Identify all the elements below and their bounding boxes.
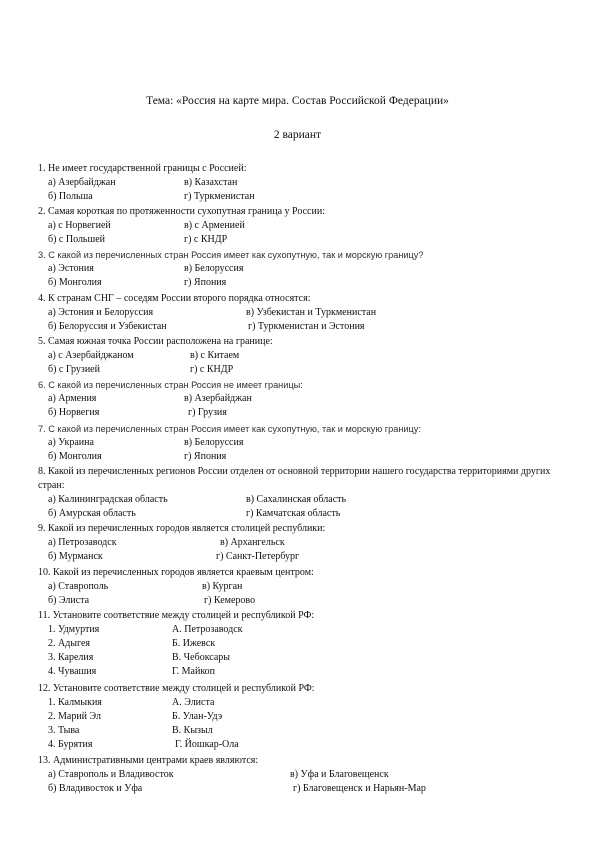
republic-item: 4. Чувашия — [48, 666, 97, 678]
republic-item: 2. Адыгея — [48, 638, 91, 650]
answer-option: г) Япония — [184, 277, 227, 289]
answer-option: б) Владивосток и Уфа — [48, 783, 143, 795]
capital-item: В. Кызыл — [172, 725, 213, 737]
answer-option: в) Узбекистан и Туркменистан — [246, 307, 377, 319]
question-5 — [38, 335, 575, 377]
capital-item: Б. Ижевск — [172, 638, 216, 650]
answer-option: а) Ставрополь и Владивосток — [48, 769, 174, 781]
republic-item: 2. Марий Эл — [48, 711, 101, 723]
answer-option: г) Туркменистан — [184, 191, 255, 203]
answer-row — [38, 406, 575, 420]
capital-item: А. Петрозаводск — [172, 624, 243, 636]
answer-option: в) Сахалинская область — [246, 494, 347, 506]
question-text: 4. К странам СНГ – соседям России второго порядка относятся: — [38, 293, 311, 304]
answer-row — [38, 349, 575, 363]
answer-row — [38, 580, 575, 594]
answer-row — [38, 276, 575, 290]
answer-option: а) с Азербайджаном — [48, 350, 134, 362]
question-7 — [38, 422, 575, 464]
question-text: 10. Какой из перечисленных городов является краевым центром: — [38, 567, 314, 578]
variant-label: 2 вариант — [273, 129, 322, 141]
answer-option: б) Мурманск — [48, 551, 103, 563]
answer-option: г) Грузия — [188, 407, 227, 419]
answer-option: г) Камчатская область — [246, 508, 341, 520]
capital-item: Г. Йошкар-Ола — [175, 739, 239, 751]
page-title: Тема: «Россия на карте мира. Состав Российской Федерации» — [146, 95, 449, 107]
answer-option: в) Белоруссия — [184, 437, 244, 449]
question-10 — [38, 566, 575, 608]
question-4 — [38, 292, 575, 334]
question-3 — [38, 248, 575, 290]
answer-option: г) Кемерово — [204, 595, 256, 607]
answer-option: б) Польша — [48, 191, 93, 203]
answer-row — [38, 392, 575, 406]
answer-option: а) Азербайджан — [48, 177, 116, 189]
answer-option: в) Казахстан — [184, 177, 238, 189]
question-11 — [38, 609, 575, 679]
answer-row — [38, 768, 575, 782]
answer-option: г) Санкт-Петербург — [216, 551, 300, 563]
answer-row — [38, 233, 575, 247]
answer-row — [38, 450, 575, 464]
question-text: 8. Какой из перечисленных регионов России отделен от основной территории нашего государства территориями других стран: — [38, 466, 551, 492]
question-text: 1. Не имеет государственной границы с Россией: — [38, 163, 247, 174]
answer-row — [38, 536, 575, 550]
answer-row — [38, 306, 575, 320]
match-row — [38, 696, 575, 710]
capital-item: Б. Улан-Удэ — [172, 711, 223, 723]
answer-row — [38, 176, 575, 190]
match-row — [38, 637, 575, 651]
question-1 — [38, 162, 575, 204]
answer-row — [38, 262, 575, 276]
answer-row — [38, 493, 575, 507]
answer-row — [38, 320, 575, 334]
answer-option: б) Белоруссия и Узбекистан — [48, 321, 167, 333]
answer-option: в) Белоруссия — [184, 263, 244, 275]
question-9 — [38, 522, 575, 564]
answer-option: в) Курган — [202, 581, 243, 593]
answer-option: а) Эстония и Белоруссия — [48, 307, 154, 319]
answer-option: в) Архангельск — [220, 537, 285, 549]
answer-row — [38, 507, 575, 521]
answer-option: б) Монголия — [48, 451, 102, 463]
answer-row — [38, 782, 575, 796]
answer-row — [38, 363, 575, 377]
question-12 — [38, 682, 575, 752]
republic-item: 1. Калмыкия — [48, 697, 102, 709]
republic-item: 3. Тыва — [48, 725, 80, 737]
match-row — [38, 651, 575, 665]
answer-row — [38, 219, 575, 233]
answer-option: г) Туркменистан и Эстония — [248, 321, 365, 333]
answer-option: а) Эстония — [48, 263, 94, 275]
match-row — [38, 665, 575, 679]
answer-option: б) Монголия — [48, 277, 102, 289]
question-2 — [38, 205, 575, 247]
answer-option: г) Благовещенск и Нарьян-Мар — [293, 783, 426, 795]
answer-option: б) Норвегия — [48, 407, 100, 419]
question-text: 9. Какой из перечисленных городов является столицей республики: — [38, 523, 326, 534]
answer-row — [38, 550, 575, 564]
answer-option: г) с КНДР — [190, 364, 234, 376]
republic-item: 3. Карелия — [48, 652, 94, 664]
question-text: 5. Самая южная точка России расположена на границе: — [38, 336, 273, 347]
question-text: 13. Административными центрами краев являются: — [38, 755, 259, 766]
match-row — [38, 623, 575, 637]
answer-option: а) Калининградская область — [48, 494, 168, 506]
answer-option: а) Петрозаводск — [48, 537, 117, 549]
answer-option: б) Элиста — [48, 595, 90, 607]
answer-option: а) Украина — [48, 437, 94, 449]
answer-option: а) с Норвегией — [48, 220, 111, 232]
republic-item: 1. Удмуртия — [48, 624, 100, 636]
republic-item: 4. Бурятия — [48, 739, 93, 751]
answer-option: в) Азербайджан — [184, 393, 252, 405]
answer-option: а) Армения — [48, 393, 97, 405]
question-8 — [38, 465, 575, 521]
question-text: 2. Самая короткая по протяженности сухопутная граница у России: — [38, 206, 325, 217]
question-text: 3. С какой из перечисленных стран Россия имеет как сухопутную, так и морскую границу? — [38, 250, 424, 260]
answer-option: в) с Арменией — [184, 220, 245, 232]
question-text: 7. С какой из перечисленных стран Россия имеет как сухопутную, так и морскую границу: — [38, 424, 421, 434]
question-text: 6. С какой из перечисленных стран Россия не имеет границы: — [38, 380, 303, 390]
answer-option: б) Амурская область — [48, 508, 136, 520]
question-text: 12. Установите соответствие между столицей и республикой РФ: — [38, 683, 315, 694]
answer-row — [38, 190, 575, 204]
answer-option: б) с Грузией — [48, 364, 100, 376]
capital-item: В. Чебоксары — [172, 652, 231, 664]
capital-item: Г. Майкоп — [172, 666, 216, 678]
question-13 — [38, 754, 575, 796]
answer-option: в) Уфа и Благовещенск — [290, 769, 389, 781]
answer-option: б) с Польшей — [48, 234, 105, 246]
answer-option: г) Япония — [184, 451, 227, 463]
match-row — [38, 724, 575, 738]
answer-row — [38, 594, 575, 608]
answer-option: в) с Китаем — [190, 350, 240, 362]
question-6 — [38, 378, 575, 420]
answer-row — [38, 436, 575, 450]
match-row — [38, 738, 575, 752]
answer-option: а) Ставрополь — [48, 581, 109, 593]
capital-item: А. Элиста — [172, 697, 215, 709]
match-row — [38, 710, 575, 724]
answer-option: г) с КНДР — [184, 234, 228, 246]
question-text: 11. Установите соответствие между столицей и республикой РФ: — [38, 610, 315, 621]
